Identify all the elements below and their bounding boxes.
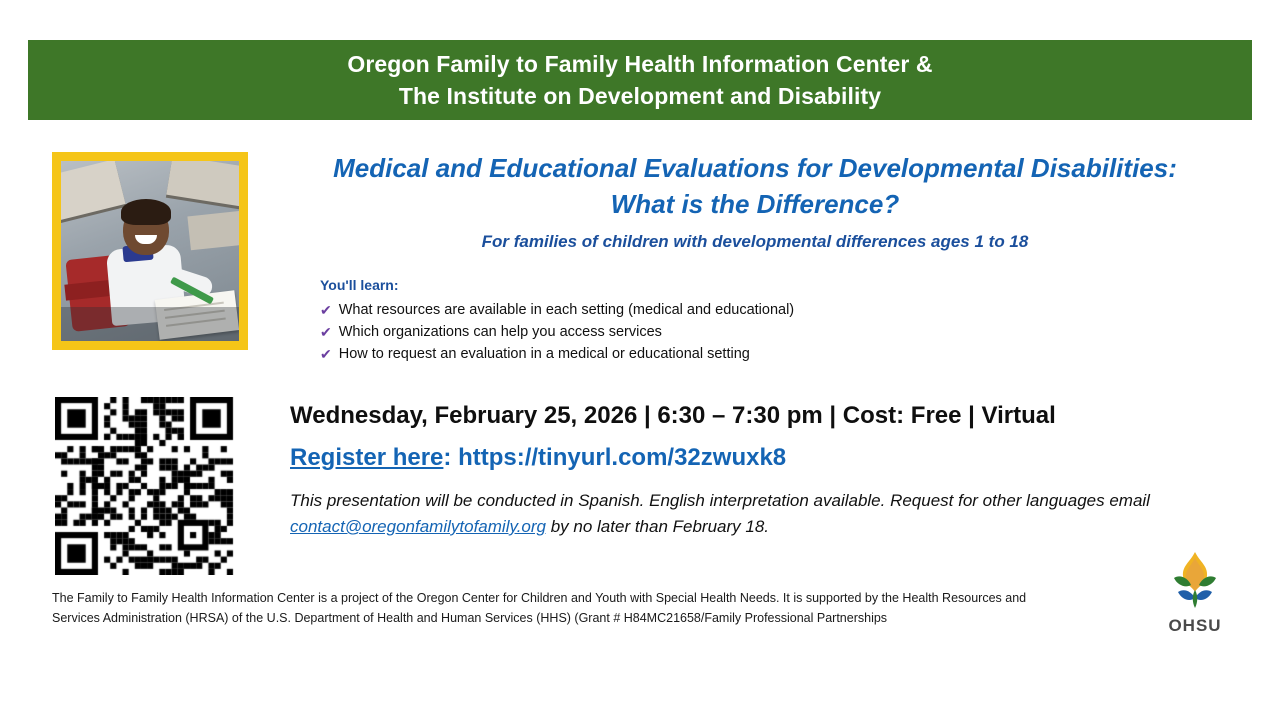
title-line-2: What is the Difference? [610, 189, 900, 219]
footer-line-2: Services Administration (HRSA) of the U.S. Department of Health and Human Services (HHS) (Grant # H84MC21658/Family Professional Partnerships [52, 611, 888, 625]
list-item [320, 322, 960, 343]
person-hair [121, 199, 171, 225]
page-subtitle: For families of children with developmental differences ages 1 to 18 [481, 232, 1029, 251]
register-separator: : [443, 444, 459, 471]
qr-code-canvas[interactable] [55, 397, 237, 575]
registration-url[interactable]: https://tinyurl.com/32zwuxk8 [458, 444, 787, 471]
ohsu-flame-icon [1162, 548, 1228, 614]
learn-heading: You'll learn: [320, 277, 399, 293]
check-icon: ✔ [320, 302, 332, 318]
banner-title-line-2: The Institute on Development and Disability [398, 83, 882, 109]
banner-title-line-1: Oregon Family to Family Health Information Center & [347, 51, 933, 77]
photo-foreground-shadow [61, 307, 239, 341]
list-item [320, 344, 960, 365]
learn-section [320, 277, 960, 366]
student-photo [61, 161, 239, 341]
learn-item-label: Which organizations can help you access services [338, 324, 662, 340]
learn-item-label: What resources are available in each setting (medical and educational) [338, 302, 795, 318]
header-banner [28, 40, 1252, 120]
language-note [290, 488, 1170, 540]
registration-line [290, 442, 1190, 474]
language-note-part-2: by no later than February 18. [546, 517, 770, 536]
desk-icon [187, 210, 239, 251]
language-note-part-1: This presentation will be conducted in Spanish. English interpretation available. Request for other languages email [290, 491, 1150, 510]
qr-code[interactable] [55, 397, 237, 575]
register-here-link[interactable]: Register here [290, 444, 444, 471]
title-line-1: Medical and Educational Evaluations for Developmental Disabilities: [333, 153, 1177, 183]
learn-item-label: How to request an evaluation in a medical or educational setting [338, 346, 750, 362]
check-icon: ✔ [320, 346, 332, 362]
footer-line-1: The Family to Family Health Information Center is a project of the Oregon Center for Children and Youth with Special Health Needs. It is supported by the Health Resources and [52, 591, 1027, 605]
ohsu-logo [1152, 548, 1238, 636]
page-title [290, 150, 1220, 254]
photo-frame [52, 152, 248, 350]
check-icon: ✔ [320, 324, 332, 340]
contact-email-link[interactable]: contact@oregonfamilytofamily.org [290, 517, 546, 536]
event-datetime: Wednesday, February 25, 2026 | 6:30 – 7:30 pm | Cost: Free | Virtual [290, 402, 1056, 429]
list-item [320, 300, 960, 321]
footer-disclaimer [52, 588, 1092, 628]
event-details [290, 400, 1190, 540]
ohsu-wordmark: OHSU [1168, 616, 1222, 635]
